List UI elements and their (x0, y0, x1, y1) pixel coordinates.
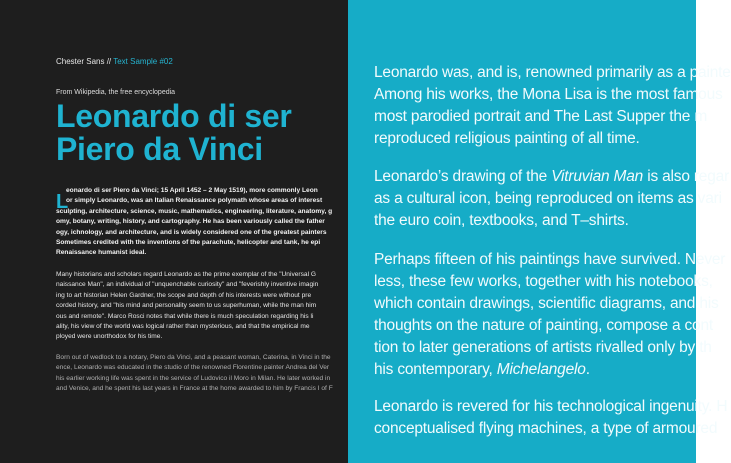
sample-text-line: reproduced religious painting of all time. (374, 130, 640, 147)
sample-text-line: thoughts on the nature of painting, compose a cont (374, 317, 713, 334)
text-line: ogy, ichnology, and architecture, and is widely considered one of the greatest painters (56, 228, 327, 236)
font-name: Chester Sans (56, 57, 105, 66)
sample-header (56, 57, 173, 66)
text-line: corded history, and "his mind and personality seem to us superhuman, while the man him (56, 302, 317, 310)
source-note: From Wikipedia, the free encyclopedia (56, 89, 176, 96)
text-line: ous and remote". Marco Rosci notes that while there is much speculation regarding his li (56, 312, 314, 320)
title-line: Piero da Vinci (56, 131, 263, 167)
text-line: Many historians and scholars regard Leonardo as the prime exemplar of the "Universal G (56, 271, 316, 278)
sample-text-line: Among his works, the Mona Lisa is the most famous (374, 86, 723, 103)
text-line: naissance Man", an individual of "unquenchable curiosity" and "feverishly inventive imagin (56, 281, 319, 289)
sample-text-line: his contemporary, Michelangelo. (374, 361, 590, 378)
title-line: Leonardo di ser (56, 98, 292, 134)
header-separator: // (104, 57, 114, 66)
sample-text-line: as a cultural icon, being reproduced on items as vari (374, 190, 722, 207)
text-line: sculpting, architecture, science, music, mathematics, engineering, literature, anatomy, g (56, 207, 333, 215)
sample-text-line: Leonardo is revered for his technological ingenuity. H (374, 398, 728, 415)
text-line: his earlier working life was spent in the service of Ludovico il Moro in Milan. He later worked in (56, 374, 331, 382)
text-line: Sometimes credited with the inventions of the parachute, helicopter and tank, he epi (56, 239, 321, 247)
sample-label: Text Sample #02 (113, 57, 173, 66)
page-title (56, 100, 356, 166)
intro-paragraph (56, 186, 356, 259)
text-line: eonardo di ser Piero da Vinci; 15 April 1452 – 2 May 1519), more commonly Leon (66, 187, 318, 194)
text-line: ality, his view of the world was logical rather than mysterious, and that the empirical me (56, 323, 310, 331)
text-line: omy, botany, writing, history, and cartography. He has been variously called the father (56, 218, 325, 226)
sample-text-line: most parodied portrait and The Last Supper the m (374, 108, 708, 125)
body-paragraph (56, 270, 356, 343)
text-line: ing to art historian Helen Gardner, the scope and depth of his interests were without pre (56, 291, 312, 299)
text-line: Born out of wedlock to a notary, Piero da Vinci, and a peasant woman, Caterina, in Vinci in the (56, 354, 331, 361)
text-line: Renaissance humanist ideal. (56, 249, 147, 257)
text-line: ence, Leonardo was educated in the studio of the renowned Florentine painter Andrea del Ver (56, 364, 330, 372)
drop-cap: L (56, 191, 69, 213)
sample-text-line: less, these few works, together with his notebooks, (374, 273, 713, 290)
text-line: and Venice, and he spent his last years in France at the home awarded to him by Francis I of F (56, 385, 333, 393)
sample-text-line: Leonardo was, and is, renowned primarily as a painte (374, 64, 731, 81)
text-line: ployed were unorthodox for his time. (56, 333, 163, 341)
sample-text-line: Perhaps fifteen of his paintings have survived. Never (374, 251, 726, 268)
left-panel (0, 0, 348, 463)
sample-text-line: which contain drawings, scientific diagrams, and his (374, 295, 719, 312)
sample-text-line: tion to later generations of artists rivalled only by th (374, 339, 712, 356)
sample-text-line: conceptualised flying machines, a type of armoured (374, 420, 718, 437)
light-paragraph (56, 353, 356, 395)
sample-text-line: the euro coin, textbooks, and T–shirts. (374, 212, 629, 229)
sample-text-line: Leonardo’s drawing of the Vitruvian Man is also regar (374, 168, 730, 185)
right-panel (348, 0, 731, 463)
text-line: or simply Leonardo, was an Italian Renaissance polymath whose areas of interest (66, 197, 323, 205)
